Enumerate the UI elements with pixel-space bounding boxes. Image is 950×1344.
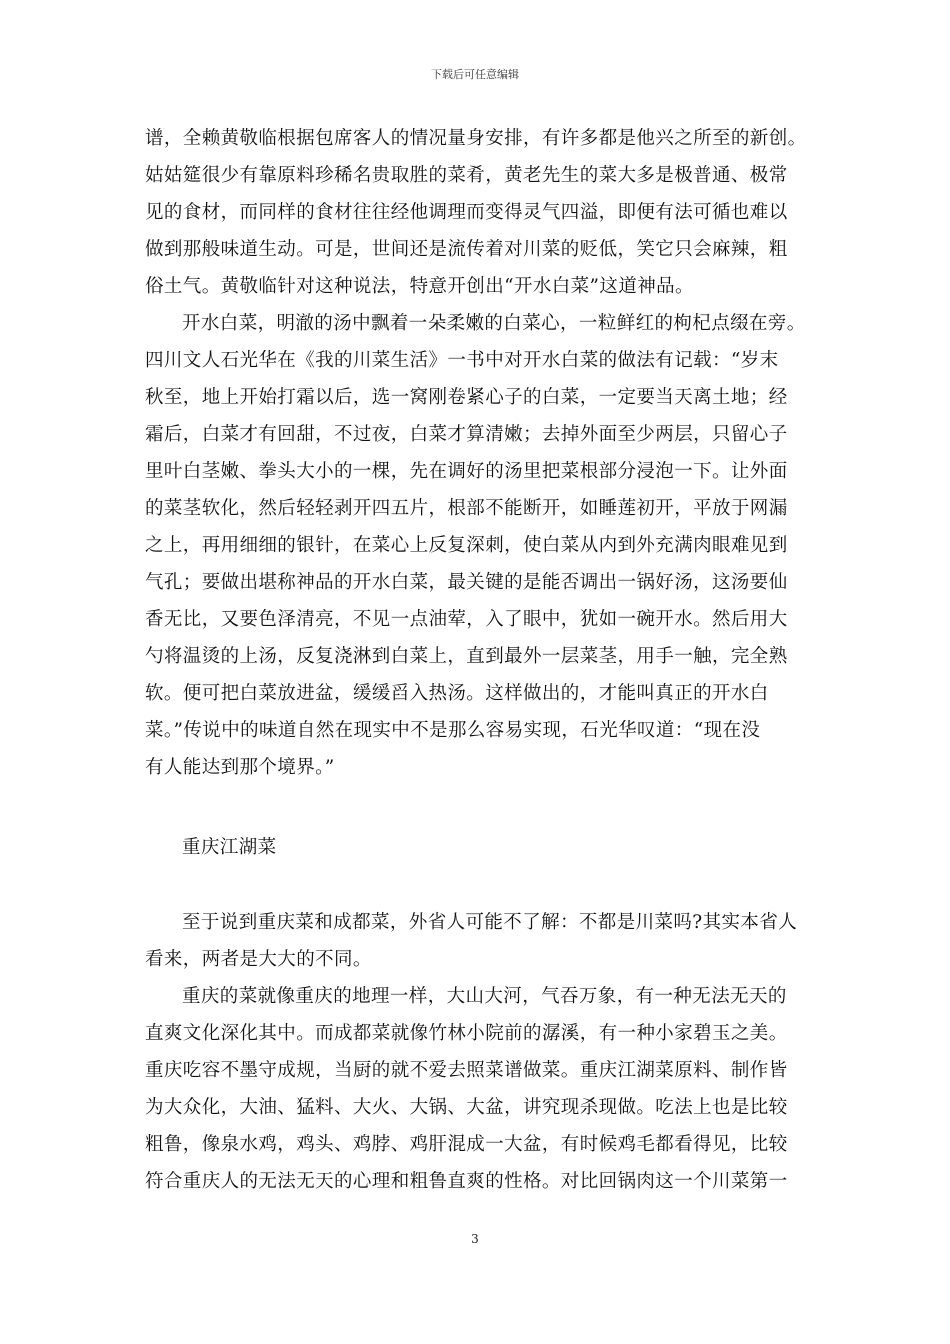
text-line: 菜。”传说中的味道自然在现实中不是那么容易实现，石光华叹道：“现在没 [145, 720, 761, 741]
text-line: 有人能达到那个境界。” [145, 757, 335, 778]
page-number: 3 [471, 1232, 479, 1246]
text-line: 里叶白茎嫩、拳头大小的一棵，先在调好的汤里把菜根部分浸泡一下。让外面 [145, 461, 788, 482]
text-line: 香无比，又要色泽清亮，不见一点油荤，入了眼中，犹如一碗开水。然后用大 [145, 609, 788, 630]
text-line: 至于说到重庆菜和成都菜，外省人可能不了解：不都是川菜吗?其实本省人 [182, 912, 798, 933]
text-line: 做到那般味道生动。可是，世间还是流传着对川菜的贬低，笑它只会麻辣，粗 [145, 239, 788, 260]
text-line: 软。便可把白菜放进盆，缓缓舀入热汤。这样做出的，才能叫真正的开水白 [145, 683, 769, 704]
text-line: 勺将温烫的上汤，反复浇淋到白菜上，直到最外一层菜茎，用手一触，完全熟 [145, 646, 788, 667]
text-line: 谱，全赖黄敬临根据包席客人的情况量身安排，有许多都是他兴之所至的新创。 [145, 128, 807, 149]
text-line: 符合重庆人的无法无天的心理和粗鲁直爽的性格。对比回锅肉这一个川菜第一 [145, 1171, 788, 1192]
text-line: 粗鲁，像泉水鸡，鸡头、鸡脖、鸡肝混成一大盆，有时候鸡毛都看得见，比较 [145, 1134, 788, 1155]
text-line: 秋至，地上开始打霜以后，选一窝刚卷紧心子的白菜，一定要当天离土地；经 [145, 387, 788, 408]
section-heading: 重庆江湖菜 [182, 837, 277, 858]
text-line: 四川文人石光华在《我的川菜生活》一书中对开水白菜的做法有记载：“岁末 [145, 350, 779, 371]
text-line: 姑姑筵很少有靠原料珍稀名贵取胜的菜肴，黄老先生的菜大多是极普通、极常 [145, 165, 788, 186]
text-line: 看来，两者是大大的不同。 [145, 949, 372, 970]
text-line: 之上，再用细细的银针，在菜心上反复深刺，使白菜从内到外充满肉眼难见到 [145, 535, 788, 556]
page-header: 下载后可任意编辑 [431, 68, 519, 81]
text-line: 开水白菜，明澈的汤中飘着一朵柔嫩的白菜心，一粒鲜红的枸杞点缀在旁。 [182, 313, 806, 334]
text-line: 见的食材，而同样的食材往往经他调理而变得灵气四溢，即便有法可循也难以 [145, 202, 788, 223]
text-line: 为大众化，大油、猛料、大火、大锅、大盆，讲究现杀现做。吃法上也是比较 [145, 1097, 788, 1118]
text-line: 重庆吃容不墨守成规，当厨的就不爱去照菜谱做菜。重庆江湖菜原料、制作皆 [145, 1060, 788, 1081]
text-line: 俗土气。黄敬临针对这种说法，特意开创出“开水白菜”这道神品。 [145, 276, 694, 297]
text-line: 重庆的菜就像重庆的地理一样，大山大河，气吞万象，有一种无法无天的 [182, 986, 787, 1007]
text-line: 直爽文化深化其中。而成都菜就像竹林小院前的潺溪，有一种小家碧玉之美。 [145, 1023, 788, 1044]
text-line: 的菜茎软化，然后轻轻剥开四五片，根部不能断开，如睡莲初开，平放于网漏 [145, 498, 788, 519]
text-line: 霜后，白菜才有回甜，不过夜，白菜才算清嫩；去掉外面至少两层，只留心子 [145, 424, 788, 445]
text-line: 气孔；要做出堪称神品的开水白菜，最关键的是能否调出一锅好汤，这汤要仙 [145, 572, 788, 593]
